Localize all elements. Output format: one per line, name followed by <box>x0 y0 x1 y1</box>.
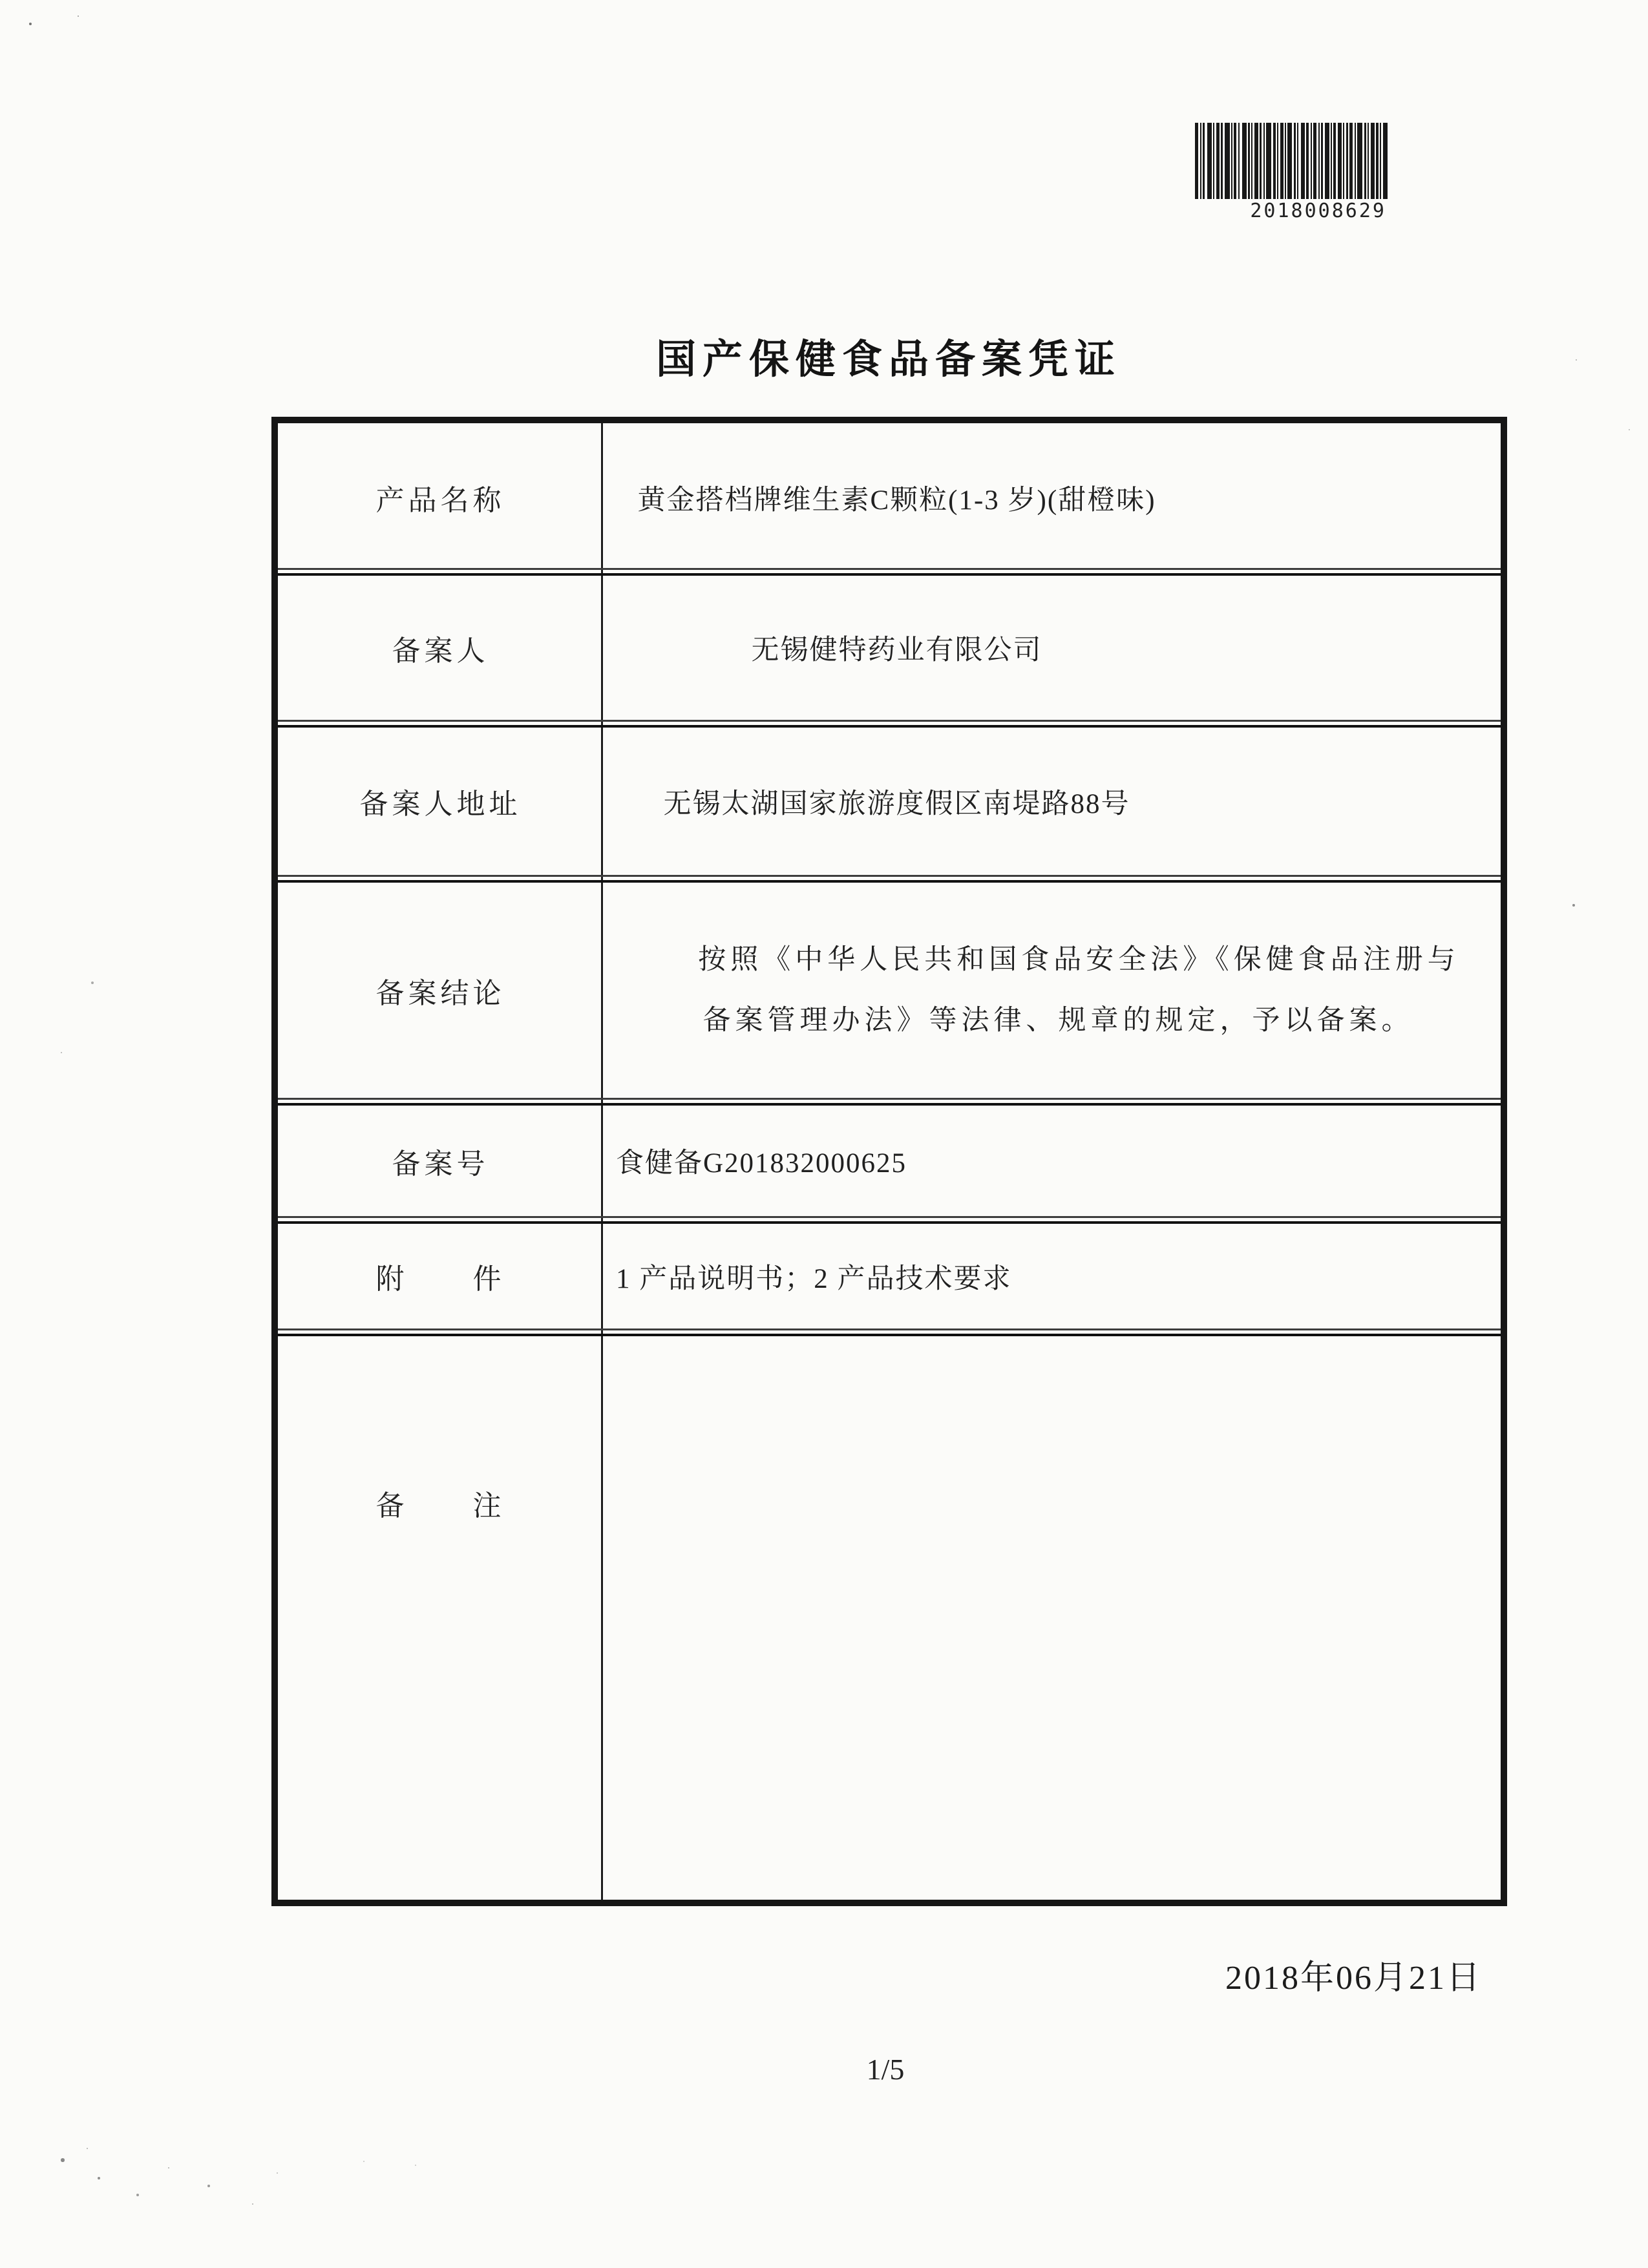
table-row-filing-number <box>278 1102 1501 1220</box>
row-value: 无锡太湖国家旅游度假区南堤路88号 <box>663 788 1130 819</box>
table-row-separator <box>278 720 1501 728</box>
row-value: 黄金搭档牌维生素C颗粒(1-3 岁)(甜橙味) <box>637 485 1156 516</box>
page-indicator: 1/5 <box>866 2053 905 2086</box>
row-label: 备案号 <box>392 1148 489 1180</box>
barcode-bars <box>1195 123 1388 199</box>
table-row-separator <box>278 1216 1501 1224</box>
table-row-product-name <box>278 423 1501 572</box>
table-row-filer-address <box>278 724 1501 879</box>
table-row-filer <box>278 572 1501 724</box>
row-label: 备 注 <box>375 1490 505 1522</box>
row-label: 备案人地址 <box>359 788 522 820</box>
row-label: 备案人 <box>392 635 489 667</box>
row-value: 无锡健特药业有限公司 <box>751 635 1042 666</box>
table-row-separator <box>278 1328 1501 1336</box>
conclusion-line: 按照《中华人民共和国食品安全法》《保健食品注册与 <box>698 944 1460 975</box>
certificate-table <box>271 417 1507 1906</box>
table-column-divider <box>601 423 603 1900</box>
row-label: 备案结论 <box>375 977 505 1009</box>
barcode <box>1195 123 1388 222</box>
row-value <box>603 879 1501 1102</box>
row-value <box>603 1332 1501 1900</box>
table-row-separator <box>278 875 1501 883</box>
table-row-separator <box>278 1098 1501 1106</box>
row-label: 附 件 <box>375 1263 505 1295</box>
scan-speckles <box>0 0 1 1</box>
document-title: 国产保健食品备案凭证 <box>655 337 1122 382</box>
table-row-remarks <box>278 1332 1501 1900</box>
conclusion-line: 备案管理办法》等法律、规章的规定，予以备案。 <box>703 1005 1414 1036</box>
row-value: 1 产品说明书；2 产品技术要求 <box>616 1263 1012 1294</box>
table-row-filing-conclusion <box>278 879 1501 1102</box>
row-label: 产品名称 <box>375 485 505 516</box>
issue-date: 2018年06月21日 <box>1225 1960 1483 1997</box>
table-row-separator <box>278 568 1501 576</box>
table-row-attachments <box>278 1220 1501 1332</box>
barcode-number: 2018008629 <box>1250 200 1386 222</box>
row-value: 食健备G201832000625 <box>616 1148 907 1179</box>
